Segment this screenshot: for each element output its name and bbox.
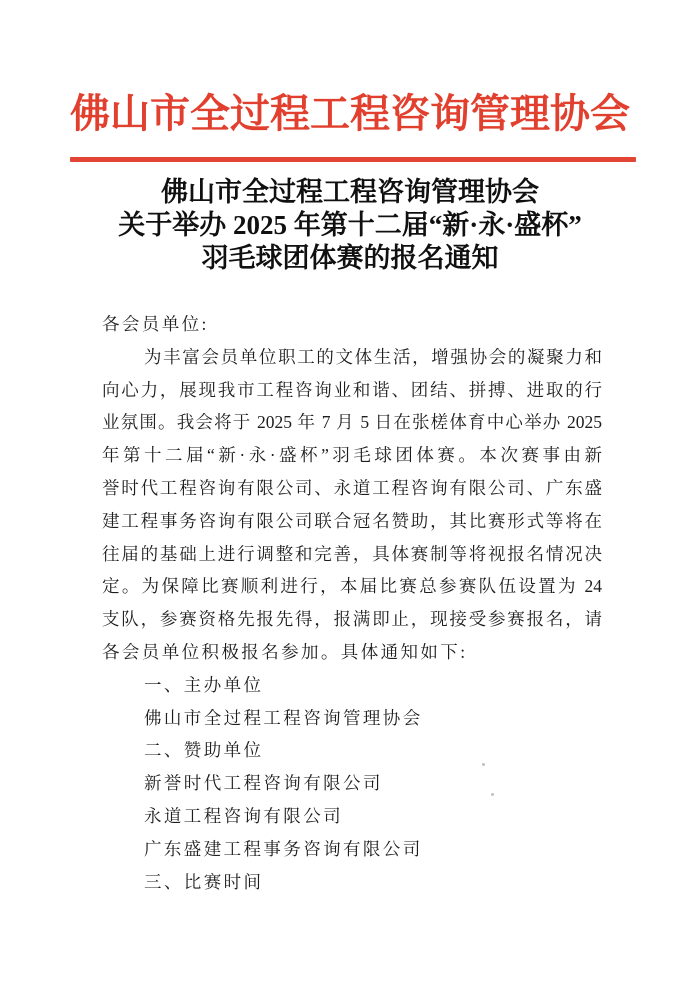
section-two-heading: 二、赞助单位 [144,740,264,761]
masthead-divider-rule [70,157,636,162]
section-three-heading: 三、比赛时间 [144,871,264,892]
paragraph-line: 誉时代工程咨询有限公司、永道工程咨询有限公司、广东盛 [102,477,602,498]
document-title-line-2: 关于举办 2025 年第十二届“新·永·盛杯” [118,210,582,240]
document-title-line-1: 佛山市全过程工程咨询管理协会 [161,177,539,207]
scan-speck [491,793,494,796]
salutation-line: 各会员单位: [102,314,209,334]
paragraph-line: 往届的基础上进行调整和完善，具体赛制等将视报名情况决 [102,543,602,564]
org-masthead-title: 佛山市全过程工程咨询管理协会 [70,91,630,136]
paragraph-line: 支队，参赛资格先报先得，报满即止，现接受参赛报名，请 [102,609,602,630]
organizer-name: 佛山市全过程工程咨询管理协会 [144,707,423,728]
document-title [0,176,700,275]
sponsor-name-1: 新誉时代工程咨询有限公司 [144,773,383,794]
notice-body [102,308,602,898]
paragraph-line: 业氛围。我会将于 2025 年 7 月 5 日在张槎体育中心举办 2025 [102,412,602,433]
document-title-line-3: 羽毛球团体赛的报名通知 [201,243,499,273]
paragraph-closing-line: 各会员单位积极报名参加。具体通知如下: [102,641,468,662]
paragraph-line: 定。为保障比赛顺利进行，本届比赛总参赛队伍设置为 24 [102,576,602,597]
paragraph-line: 为丰富会员单位职工的文体生活，增强协会的凝聚力和 [144,346,602,367]
section-one-heading: 一、主办单位 [144,674,264,695]
paragraph-line: 向心力，展现我市工程咨询业和谐、团结、拼搏、进取的行 [102,379,602,400]
sponsor-name-2: 永道工程咨询有限公司 [144,805,343,826]
sponsor-name-3: 广东盛建工程事务咨询有限公司 [144,838,423,859]
scan-speck [482,763,485,766]
paragraph-line: 建工程事务咨询有限公司联合冠名赞助，其比赛形式等将在 [102,510,602,531]
paragraph-line: 年第十二届“新·永·盛杯”羽毛球团体赛。本次赛事由新 [102,445,602,466]
